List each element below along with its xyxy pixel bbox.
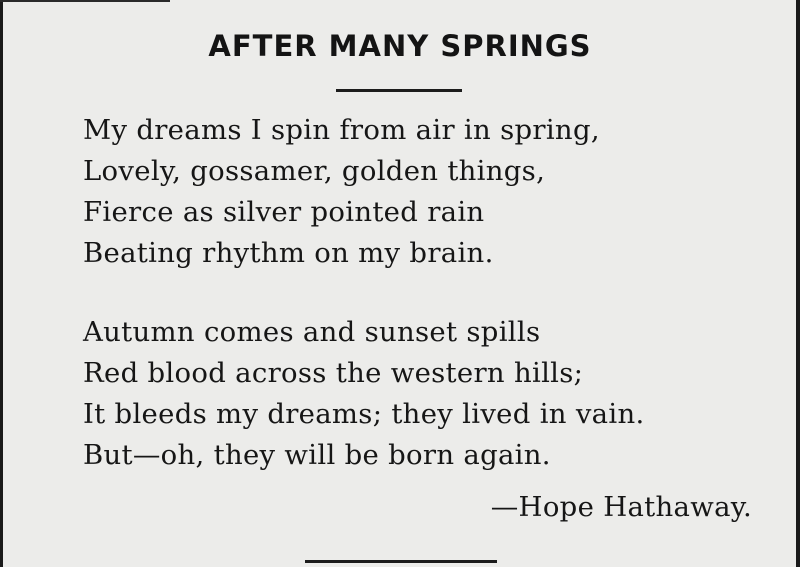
stanza-2	[83, 312, 645, 476]
poem-line: Autumn comes and sunset spills	[83, 316, 541, 348]
title-divider	[336, 89, 462, 92]
stanza-1	[83, 110, 600, 274]
poem-line: It bleeds my dreams; they lived in vain.	[83, 398, 645, 430]
poem-line: Beating rhythm on my brain.	[83, 237, 494, 269]
bottom-divider	[305, 560, 497, 563]
left-border	[0, 0, 3, 567]
poem-line: But—oh, they will be born again.	[83, 439, 551, 471]
poem-line: Lovely, gossamer, golden things,	[83, 155, 546, 187]
top-border-fragment	[0, 0, 170, 2]
right-border	[796, 0, 800, 567]
poem-line: My dreams I spin from air in spring,	[83, 114, 600, 146]
poem-title: AFTER MANY SPRINGS	[208, 29, 592, 63]
poem-line: Fierce as silver pointed rain	[83, 196, 485, 228]
poem-line: Red blood across the western hills;	[83, 357, 584, 389]
author-signature: —Hope Hathaway.	[490, 491, 752, 523]
